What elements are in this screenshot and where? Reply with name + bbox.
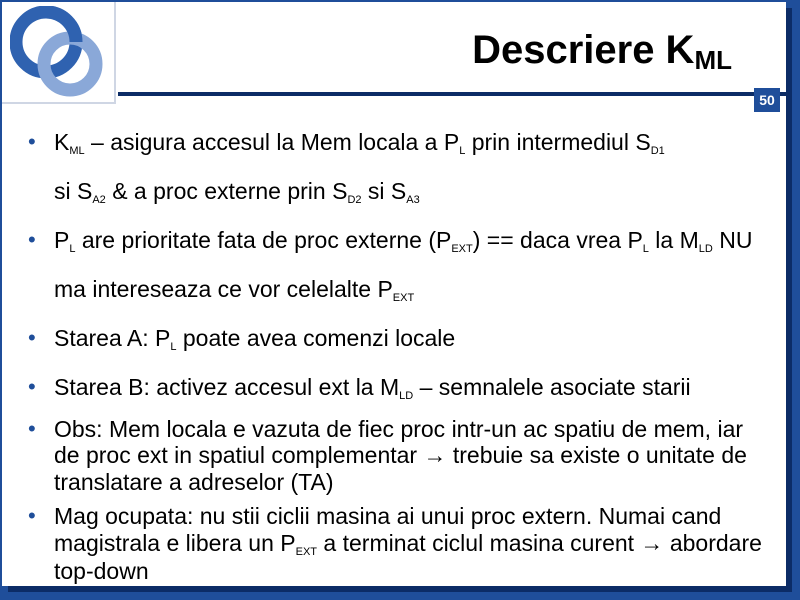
- logo: [2, 2, 116, 104]
- list-item: • Mag ocupata: nu stii ciclii masina ai unui proc extern. Numai cand magistrala e libera un $P_{EXT}$ a terminat ciclul masina curent → abordare top-down: [28, 503, 762, 584]
- bullet-list: [22, 122, 764, 584]
- bullet-icon: •: [28, 416, 36, 441]
- logo-icon: [10, 6, 106, 98]
- bullet-icon: •: [28, 129, 36, 154]
- list-item: • Obs: Mem locala e vazuta de fiec proc intr-un ac spatiu de mem, iar de proc ext in spatiul complementar → trebuie sa existe o unitate de translatare a adreselor (TA): [28, 416, 747, 495]
- bullet-icon: •: [28, 325, 36, 350]
- list-item: • $K_{ML}$ – asigura accesul la Mem locala a $P_L$ prin intermediul $S_{D1}$ si $S_{A2}$ & a proc externe prin $S_{D2}$ si $S_{A3}$: [22, 122, 764, 220]
- page-number-badge: 50: [754, 88, 780, 112]
- bullet-icon: •: [28, 227, 36, 252]
- title-band: [118, 20, 786, 96]
- page-title: Descriere $K_{ML}$: [472, 28, 732, 75]
- list-item: • $P_L$ are prioritate fata de proc externe $(P_{EXT})$ == daca vrea $P_L$ la $M_{LD}$ NU ma intereseaza ce vor celelalte $P_{EXT}$: [22, 220, 764, 318]
- bullet-icon: •: [28, 503, 36, 529]
- list-item: • Starea B: activez accesul ext la $M_{LD}$ – semnalele asociate starii: [22, 367, 764, 416]
- bullet-icon: •: [28, 374, 36, 399]
- list-item: • Starea A: $P_L$ poate avea comenzi locale: [22, 318, 764, 367]
